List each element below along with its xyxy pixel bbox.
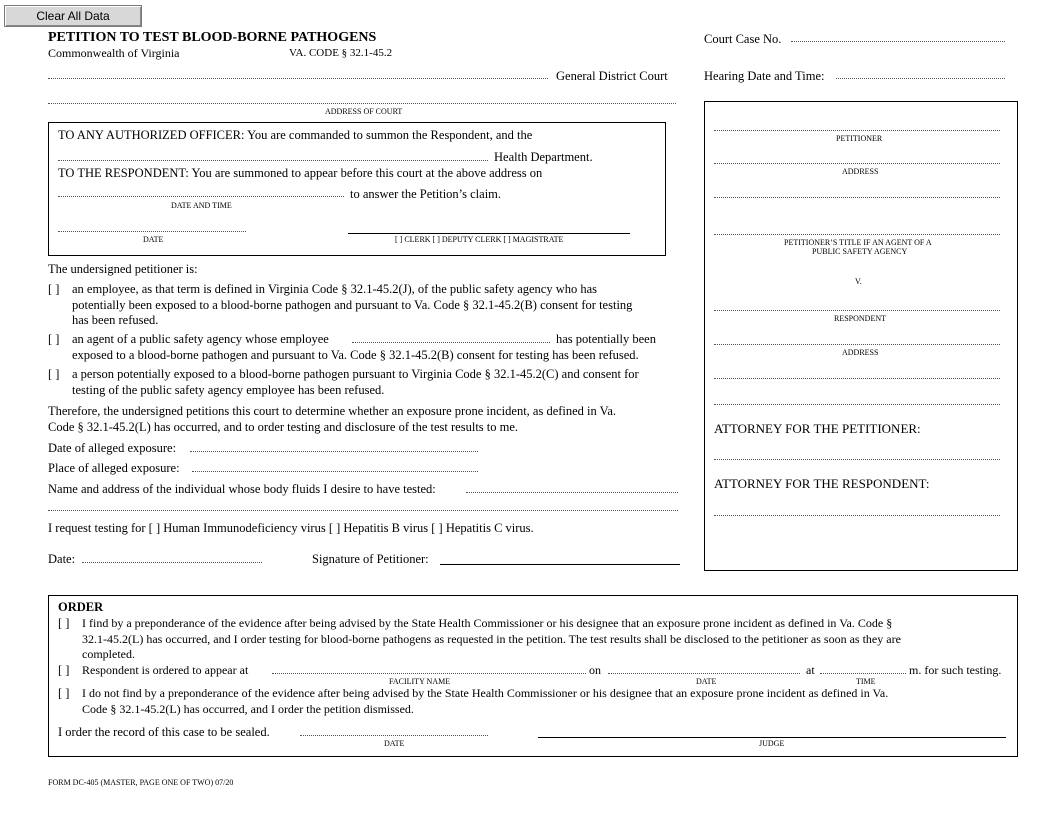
order-date-field[interactable] — [608, 673, 800, 674]
name-address-field-2[interactable] — [48, 510, 678, 511]
option2-line2: exposed to a blood-borne pathogen and pursuant to Va. Code § 32.1-45.2(B) consent for testing has been refused. — [72, 348, 639, 362]
order-time-label: TIME — [856, 677, 876, 686]
petitioner-field[interactable] — [714, 130, 1000, 131]
clear-all-data-button[interactable]: Clear All Data — [4, 5, 142, 27]
summons-date-label: DATE — [143, 235, 164, 244]
respondent-label: RESPONDENT — [834, 314, 887, 323]
order-find2-line1: I do not find by a preponderance of the evidence after being advised by the State Health Commissioner or his designee that an exposure prone incident as defined in Va. — [82, 686, 889, 700]
answer-label: to answer the Petition’s claim. — [350, 187, 502, 201]
order-appear-label: Respondent is ordered to appear at — [82, 663, 249, 677]
petitioner-title-label-2: PUBLIC SAFETY AGENCY — [812, 247, 908, 256]
petitioner-address-field[interactable] — [714, 163, 1000, 164]
order-testing-label: m. for such testing. — [909, 663, 1002, 677]
petitioner-label: PETITIONER — [836, 134, 883, 143]
hearing-label: Hearing Date and Time: — [704, 69, 825, 83]
facility-name-label: FACILITY NAME — [389, 677, 451, 686]
form-title: PETITION TO TEST BLOOD-BORNE PATHOGENS — [48, 30, 377, 45]
form-number: FORM DC-405 (MASTER, PAGE ONE OF TWO) 07/20 — [48, 778, 234, 787]
petition-date-label: Date: — [48, 552, 76, 566]
order-date-label: DATE — [696, 677, 717, 686]
petitioner-address-label: ADDRESS — [842, 167, 879, 176]
sealed-date-label: DATE — [384, 739, 405, 748]
judge-label: JUDGE — [759, 739, 785, 748]
signature-line[interactable] — [440, 564, 680, 565]
attorney-respondent-label: ATTORNEY FOR THE RESPONDENT: — [714, 476, 930, 491]
va-code: VA. CODE § 32.1-45.2 — [289, 47, 393, 59]
court-address-field[interactable] — [48, 103, 676, 104]
order-find1-line2: 32.1-45.2(L) has occurred, and I order testing for blood-borne pathogens as requested in the petition. The test results shall be disclosed to the petitioner as soon as they are — [82, 632, 901, 646]
date-and-time-label: DATE AND TIME — [171, 201, 232, 210]
case-no-label: Court Case No. — [704, 32, 782, 46]
summons-date-field[interactable] — [58, 231, 246, 232]
order-at-label: at — [806, 663, 815, 677]
clerk-signature-line[interactable] — [348, 233, 630, 234]
place-exposure-label: Place of alleged exposure: — [48, 461, 180, 475]
petitioner-intro: The undersigned petitioner is: — [48, 262, 198, 276]
date-exposure-field[interactable] — [190, 451, 478, 452]
option3-checkbox[interactable]: [ ] — [48, 367, 60, 381]
attorney-petitioner-label: ATTORNEY FOR THE PETITIONER: — [714, 421, 921, 436]
sealed-date-field[interactable] — [300, 735, 488, 736]
health-dept-label: Health Department. — [494, 150, 593, 164]
case-no-field[interactable] — [791, 41, 1005, 42]
petition-date-field[interactable] — [82, 562, 262, 563]
name-address-field[interactable] — [466, 492, 678, 493]
order-on-label: on — [589, 663, 601, 677]
order-appear-checkbox[interactable]: [ ] — [58, 663, 70, 677]
option1-line3: has been refused. — [72, 313, 159, 327]
order-find1-checkbox[interactable]: [ ] — [58, 616, 70, 630]
signature-label: Signature of Petitioner: — [312, 552, 429, 566]
order-find2-line2: Code § 32.1-45.2(L) has occurred, and I order the petition dismissed. — [82, 702, 414, 716]
versus-label: V. — [855, 277, 862, 286]
order-find1-line1: I find by a preponderance of the evidence after being advised by the State Health Commissioner or his designee that an exposure prone incident as defined in Va. Code § — [82, 616, 893, 630]
appear-date-field[interactable] — [58, 196, 344, 197]
order-time-field[interactable] — [820, 673, 906, 674]
place-exposure-field[interactable] — [192, 471, 478, 472]
option1-line1: an employee, as that term is defined in Virginia Code § 32.1-45.2(J), of the public safety agency who has — [72, 282, 598, 296]
officer-line: TO ANY AUTHORIZED OFFICER: You are commanded to summon the Respondent, and the — [58, 128, 533, 142]
attorney-petitioner-field[interactable] — [714, 459, 1000, 460]
order-title: ORDER — [58, 600, 104, 614]
health-dept-field[interactable] — [58, 160, 488, 161]
court-label: General District Court — [556, 69, 668, 83]
court-name-field[interactable] — [48, 78, 548, 79]
respondent-address-label: ADDRESS — [842, 348, 879, 357]
order-find1-line3: completed. — [82, 647, 135, 661]
state-name: Commonwealth of Virginia — [48, 46, 180, 60]
facility-name-field[interactable] — [272, 673, 586, 674]
judge-signature-line[interactable] — [538, 737, 1006, 738]
option3-line2: testing of the public safety agency employee has been refused. — [72, 383, 385, 397]
option2-line1a: an agent of a public safety agency whose employee — [72, 332, 329, 346]
attorney-respondent-field[interactable] — [714, 515, 1000, 516]
respondent-line: TO THE RESPONDENT: You are summoned to appear before this court at the above address on — [58, 166, 543, 180]
option1-line2: potentially been exposed to a blood-borne pathogen and pursuant to Va. Code § 32.1-45.2(B) consent for testing — [72, 298, 633, 312]
agency-employee-field[interactable] — [352, 342, 550, 343]
sealed-label[interactable]: I order the record of this case to be sealed. — [58, 725, 270, 739]
hearing-date-field[interactable] — [836, 78, 1005, 79]
petitioner-title-field[interactable] — [714, 234, 1000, 235]
respondent-address-field-2[interactable] — [714, 378, 1000, 379]
option2-line1b: has potentially been — [556, 332, 656, 346]
order-find2-checkbox[interactable]: [ ] — [58, 686, 70, 700]
therefore-line2: Code § 32.1-45.2(L) has occurred, and to order testing and disclosure of the test results to me. — [48, 420, 519, 434]
respondent-address-field-3[interactable] — [714, 404, 1000, 405]
petitioner-title-label: PETITIONER’S TITLE IF AN AGENT OF A — [784, 238, 932, 247]
petitioner-address-field-2[interactable] — [714, 197, 1000, 198]
option1-checkbox[interactable]: [ ] — [48, 282, 60, 296]
clerk-options-label: [ ] CLERK [ ] DEPUTY CLERK [ ] MAGISTRATE — [395, 235, 564, 244]
option2-checkbox[interactable]: [ ] — [48, 332, 60, 346]
address-of-court-label: ADDRESS OF COURT — [325, 107, 403, 116]
date-exposure-label: Date of alleged exposure: — [48, 441, 177, 455]
option3-line1: a person potentially exposed to a blood-borne pathogen pursuant to Virginia Code § 32.1-45.2(C) and consent for — [72, 367, 639, 381]
testing-request[interactable]: I request testing for [ ] Human Immunodeficiency virus [ ] Hepatitis B virus [ ] Hepatitis C virus. — [48, 521, 534, 535]
respondent-address-field[interactable] — [714, 344, 1000, 345]
respondent-field[interactable] — [714, 310, 1000, 311]
therefore-line1: Therefore, the undersigned petitions this court to determine whether an exposure prone incident, as defined in Va. — [48, 404, 616, 418]
name-address-label: Name and address of the individual whose body fluids I desire to have tested: — [48, 482, 436, 496]
